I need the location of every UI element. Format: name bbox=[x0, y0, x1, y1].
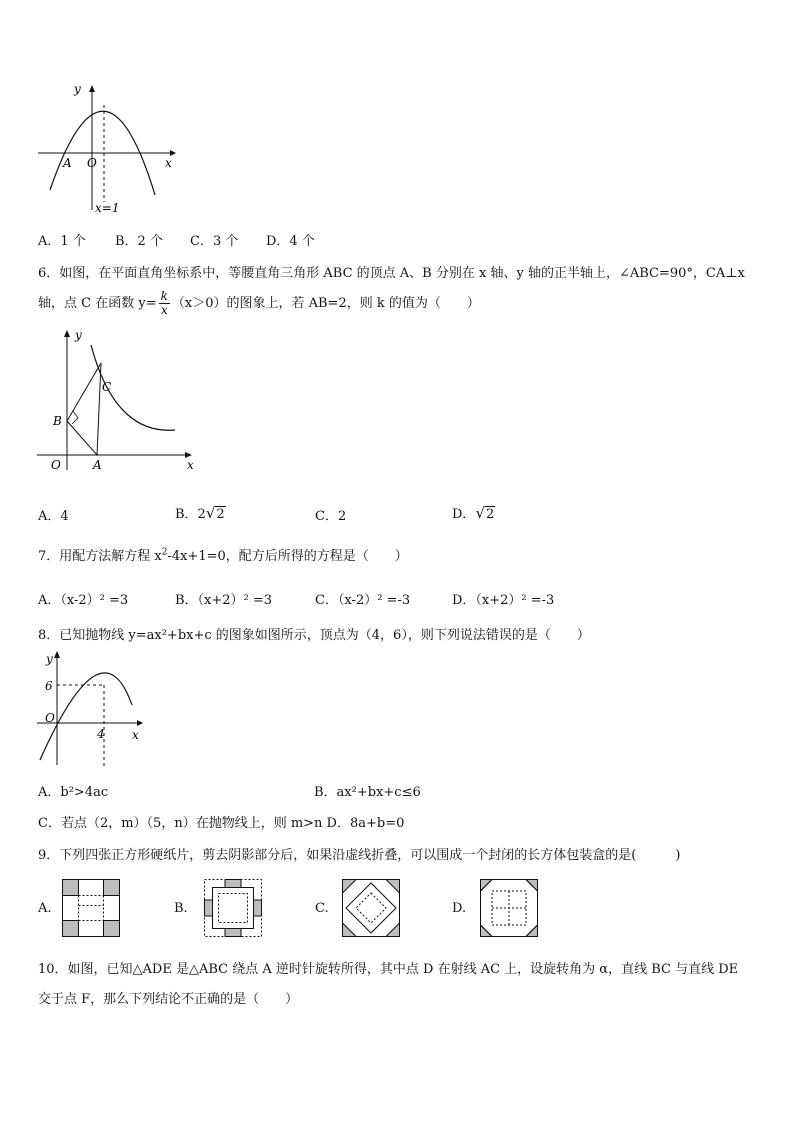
y-label: y bbox=[46, 652, 53, 666]
q10-stem-line2: 交于点 F，那么下列结论不正确的是（ ） bbox=[38, 992, 299, 1007]
q6-option-c: C．2 bbox=[315, 509, 347, 524]
point-c-label: C bbox=[102, 380, 112, 394]
radicand: 2 bbox=[486, 507, 495, 522]
q8-option-b: B．ax²+bx+c≤6 bbox=[314, 785, 421, 800]
q9-option-d-label: D. bbox=[452, 901, 467, 916]
x-label: x bbox=[132, 728, 139, 742]
x-tick-4: 4 bbox=[97, 727, 105, 741]
q7-option-a: A．（x-2）² =3 bbox=[38, 593, 129, 608]
q9-option-b-label: B. bbox=[174, 901, 188, 916]
q7-option-b: B．（x+2）² =3 bbox=[175, 593, 273, 608]
origin-label: O bbox=[51, 458, 61, 472]
q7-stem bbox=[38, 545, 408, 564]
point-b-label: B bbox=[53, 414, 62, 428]
x-label: x bbox=[165, 156, 172, 170]
triangle-abc bbox=[67, 363, 101, 455]
q6-hyperbola-graph bbox=[35, 325, 205, 475]
q6-option-a: A．4 bbox=[38, 509, 69, 524]
point-a-label: A bbox=[63, 156, 72, 170]
right-angle-mark bbox=[72, 411, 78, 424]
x-label: x bbox=[187, 458, 194, 472]
q9-stem: 9．下列四张正方形硬纸片，剪去阴影部分后，如果沿虚线折叠，可以围成一个封闭的长方体包装盒的是( ) bbox=[38, 848, 681, 863]
axis-eq-label: x=1 bbox=[95, 201, 120, 215]
q9-figure-b bbox=[204, 879, 262, 937]
q6-option-b-text: B．2 bbox=[175, 507, 206, 522]
q5-option-d: D．4 个 bbox=[266, 234, 315, 249]
q6-fraction bbox=[159, 290, 170, 317]
origin-label: O bbox=[87, 156, 97, 170]
y-label: y bbox=[74, 82, 81, 96]
q9-figure-d bbox=[480, 879, 538, 937]
q10-stem-line1: 10．如图，已知△ADE 是△ABC 绕点 A 逆时针旋转所得，其中点 D 在射线 AC 上，设旋转角为 α，直线 BC 与直线 DE bbox=[38, 962, 739, 977]
q9-option-c-label: C. bbox=[315, 901, 329, 916]
fraction-denominator: x bbox=[160, 303, 168, 317]
q5-option-a: A．1 个 bbox=[38, 234, 86, 249]
sqrt-sign: √2 bbox=[475, 504, 495, 522]
y-label: y bbox=[75, 328, 82, 342]
q5-option-b: B．2 个 bbox=[115, 234, 163, 249]
q5-option-c: C．3 个 bbox=[190, 234, 239, 249]
q6-option-b bbox=[175, 503, 226, 522]
sqrt-sign: √2 bbox=[205, 504, 225, 522]
radicand: 2 bbox=[216, 507, 225, 522]
q7-stem-exponent: 2 bbox=[161, 547, 168, 558]
q9-figure-c bbox=[342, 879, 400, 937]
q8-stem: 8．已知抛物线 y=ax²+bx+c 的图象如图所示，顶点为（4，6），则下列说法错误的是（ ） bbox=[38, 628, 590, 643]
q6-stem-line1: 6．如图，在平面直角坐标系中，等腰直角三角形 ABC 的顶点 A、B 分别在 x 轴、y 轴的正半轴上，∠ABC=90°，CA⊥x bbox=[38, 266, 745, 281]
q7-stem-pre: 7．用配方法解方程 x bbox=[38, 549, 162, 564]
q6-stem-line2 bbox=[38, 290, 480, 317]
q9-option-a-label: A. bbox=[38, 901, 52, 916]
point-a-label: A bbox=[93, 458, 102, 472]
q6-stem-pre: 轴，点 C 在函数 y= bbox=[38, 296, 157, 311]
y-tick-6: 6 bbox=[45, 679, 53, 693]
q8-options-cd: C．若点（2，m）（5，n）在抛物线上，则 m>n D．8a+b=0 bbox=[38, 816, 405, 831]
q6-option-d bbox=[452, 503, 495, 522]
q6-option-d-text: D． bbox=[452, 507, 476, 522]
q8-parabola-graph bbox=[35, 650, 150, 770]
q5-parabola-graph bbox=[35, 80, 185, 215]
q8-option-a: A．b²>4ac bbox=[38, 785, 109, 800]
q6-stem-post: （x＞0）的图象上，若 AB=2，则 k 的值为（ ） bbox=[171, 296, 480, 311]
q9-figure-a bbox=[62, 879, 120, 937]
origin-label: O bbox=[45, 711, 55, 725]
q7-option-c: C．（x-2）² =-3 bbox=[315, 593, 411, 608]
q7-option-d: D．（x+2）² =-3 bbox=[452, 593, 555, 608]
q7-stem-post: -4x+1=0，配方后所得的方程是（ ） bbox=[167, 549, 408, 564]
fraction-numerator: k bbox=[160, 289, 168, 303]
